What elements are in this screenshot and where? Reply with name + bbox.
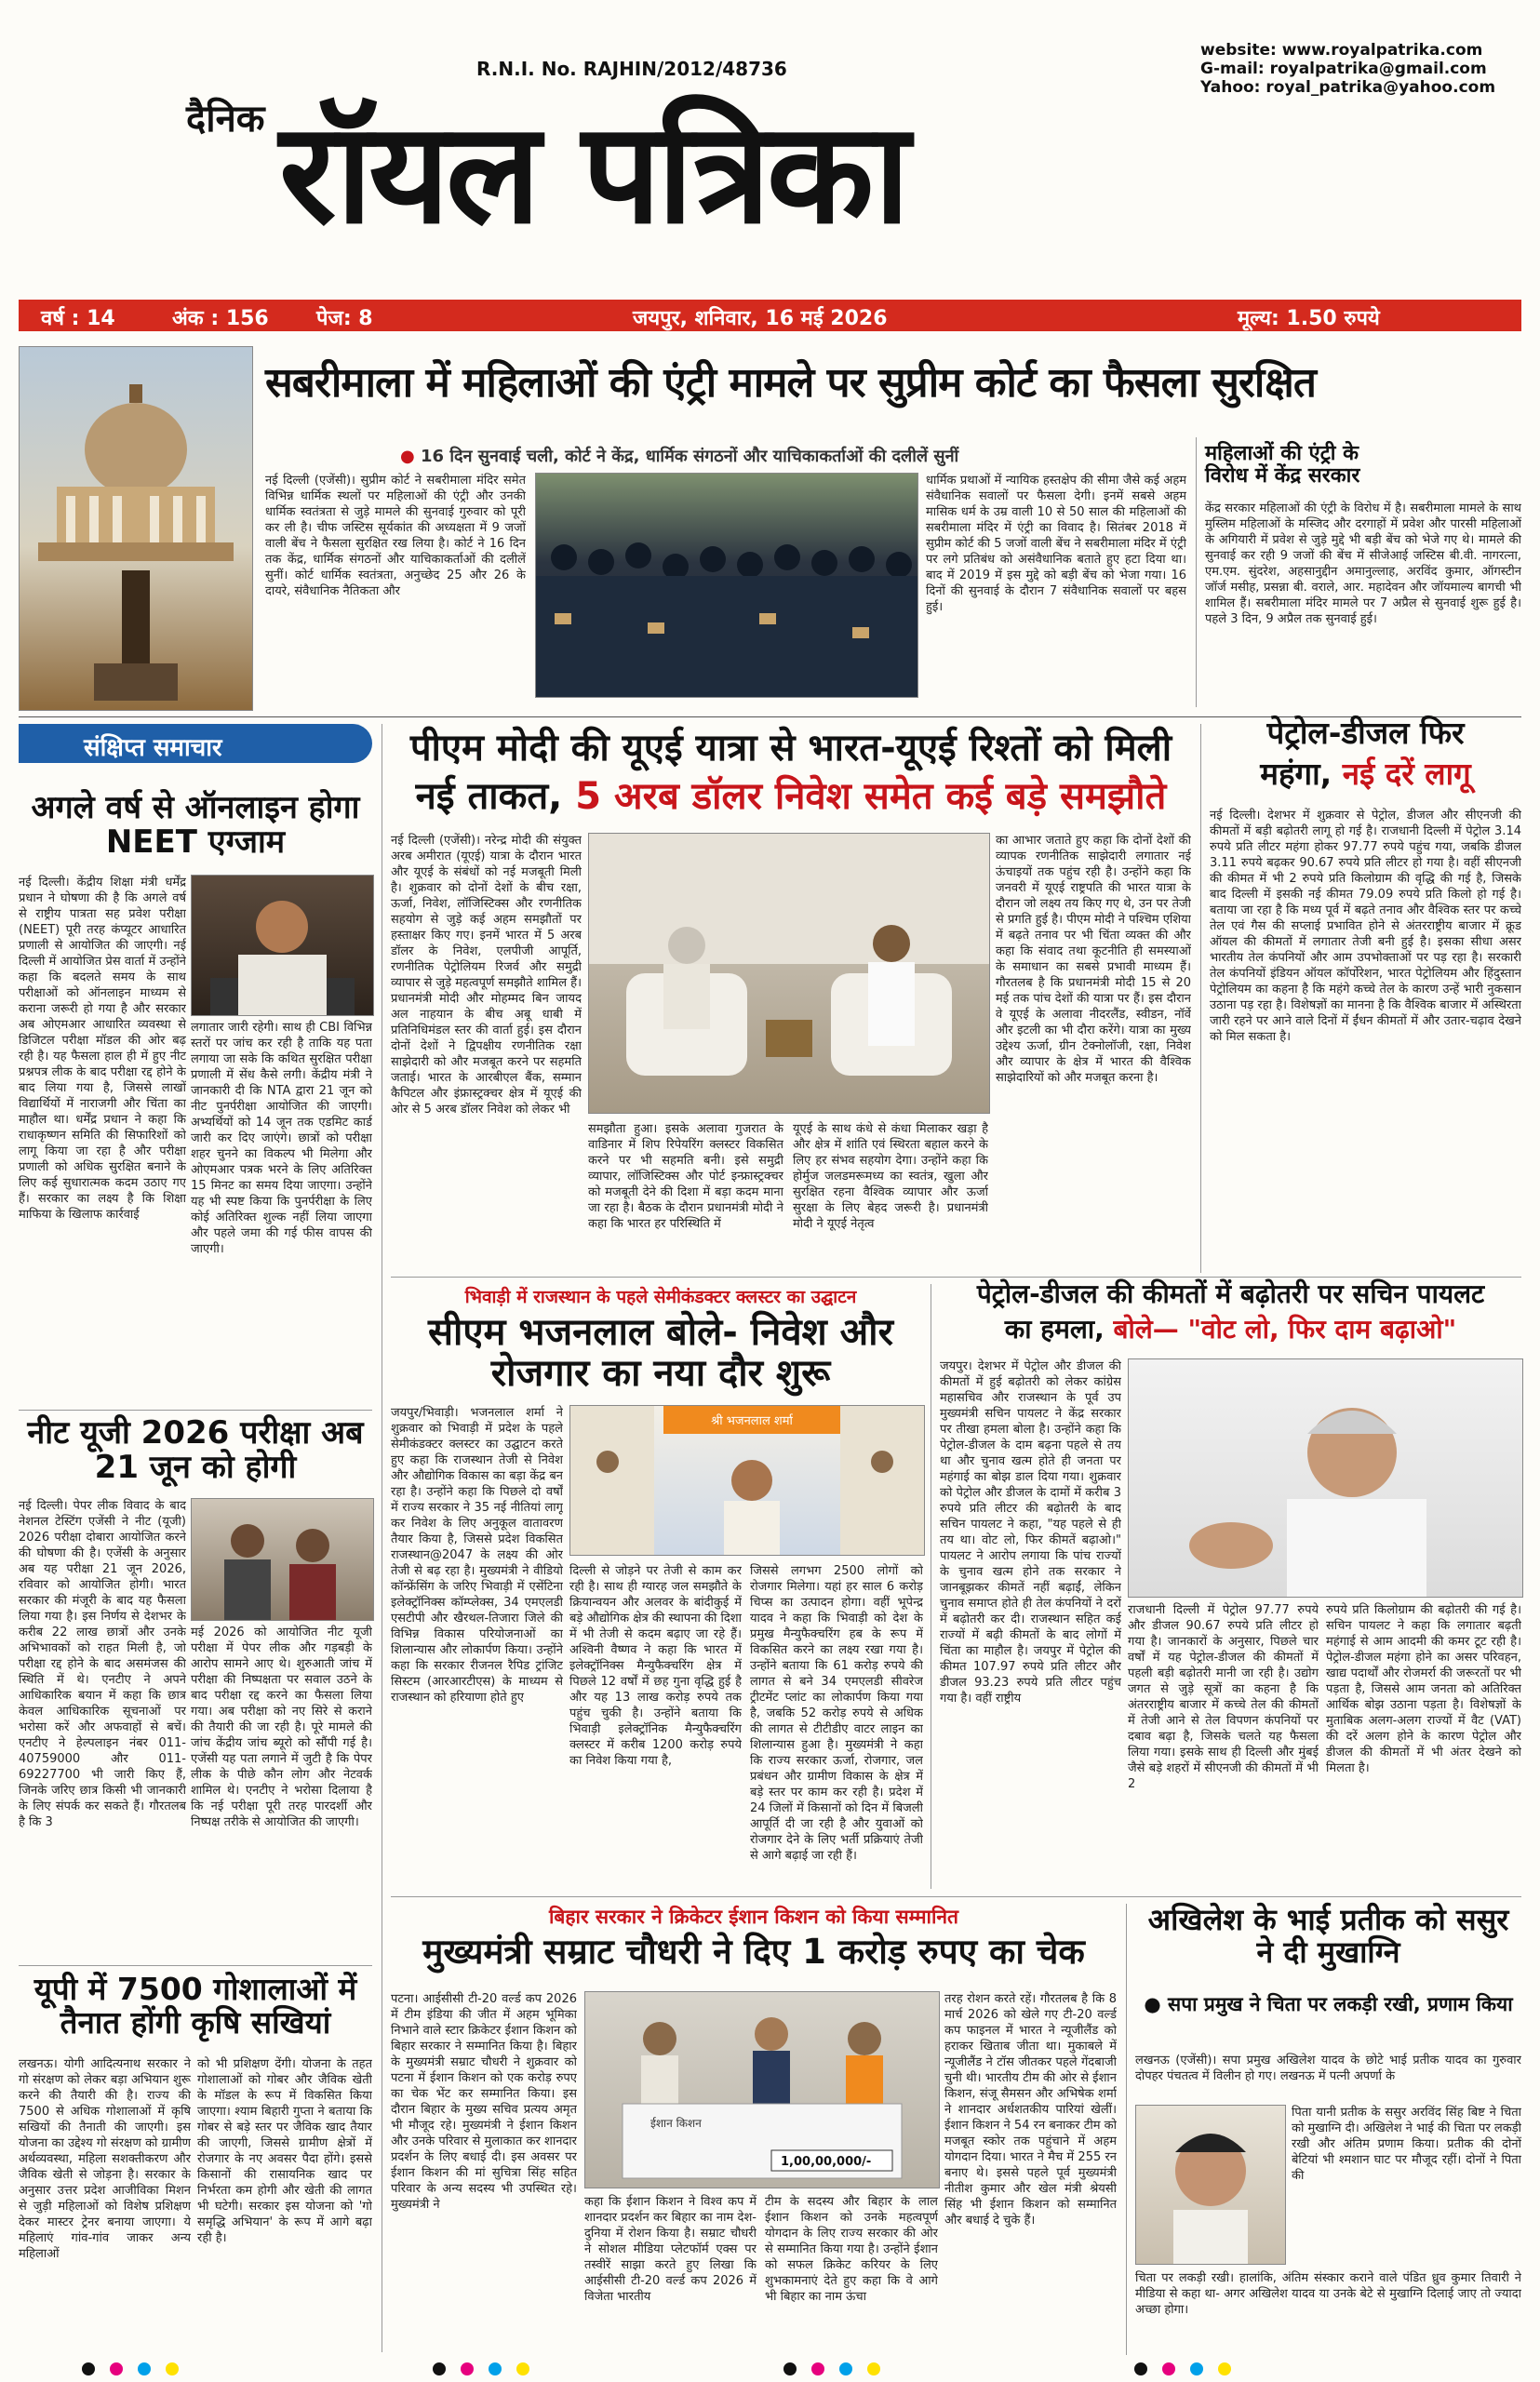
cmyk-dot [811,2362,824,2375]
lead-col1: नई दिल्ली (एजेंसी)। सुप्रीम कोर्ट ने सबरीमाला मंदिर समेत विभिन्न धार्मिक स्थलों पर महिलाओं की एंट्री और उनकी धार्मिक स्वतंत्रता से जुड़े मामले की सुनवाई गुरुवार को पूरी कर ली है। चीफ जस्टिस सूर्यकांत की अध्यक्षता में 9 जजों वाली बेंच ने फैसला सुरक्षित रख लिया है। कोर्ट ने 16 दिन तक केंद्र, धार्मिक संगठनों और याचिकाकर्ताओं की दलीलें सुनीं। कोर्ट धार्मिक स्वतंत्रता, अनुच्छेद 25 और 26 के दायरे, संवैधानिक नैतिकता और [265,474,526,598]
pilot-headline-line1: पेट्रोल-डीजल की कीमतों में बढ़ोतरी पर सचिन पायलट [976,1278,1485,1309]
divider [19,1965,372,1966]
cmyk-dot [839,2362,852,2375]
yahoo[interactable]: Yahoo: royal_patrika@yahoo.com [1200,78,1496,97]
modi-col3: यूएई के साथ कंधे से कंधा मिलाकर खड़ा है और क्षेत्र में शांति एवं स्थिरता बहाल करने के लिए हर संभव सहयोग देगा। उन्होंने कहा कि होर्मुज जलडमरूमध्य का स्वतंत्र, खुला और सुरक्षित रहना वैश्विक व्यापार और ऊर्जा सुरक्षा के लिए बेहद जरूरी है। प्रधानमंत्री मोदी ने यूएई नेतृत्व [793,1122,988,1231]
masthead-title: रॉयल पत्रिका [279,93,907,255]
minister-photo [191,875,374,1016]
ishan-cheque-photo [584,1991,940,2188]
price: मूल्य: 1.50 रुपये [1238,307,1380,330]
modi-headline-line1: पीएम मोदी की यूएई यात्रा से भारत-यूएई रिश्तों को मिली [409,727,1172,769]
page-count: पेज: 8 [316,307,373,330]
ishan-kicker: बिहार सरकार ने क्रिकेटर ईशान किशन को किया सम्मानित [548,1906,959,1928]
prateek-photo [1135,2105,1286,2265]
divider [391,1277,1521,1278]
cmyk-dot [1190,2362,1203,2375]
bhajan-col2: दिल्ली से जोड़ने पर तेजी से काम कर रही है। साथ ही ग्यारह जल समझौते के क्रियान्वयन और अलवर के बांदीकुई में बड़े औद्योगिक क्षेत्र की स्थापना की दिशा में भी तेजी से कदम बढ़ाए जा रहे हैं। अश्विनी वैष्णव ने कहा कि भारत में इलेक्ट्रॉनिक्स मैन्युफैक्चरिंग क्षेत्र में पिछले 12 वर्षों में छह गुना वृद्धि हुई है और यह 13 लाख करोड़ रुपये तक पहुंच चुकी है। उन्होंने बताया कि भिवाड़ी इलेक्ट्रॉनिक मैन्युफैक्चरिंग क्लस्टर में करीब 1200 करोड़ रुपये का निवेश किया गया है, [569,1564,742,1768]
pilot-headline-line2 [940,1316,1521,1345]
lead-col2: धार्मिक प्रथाओं में न्यायिक हस्तक्षेप की सीमा जैसे कई अहम संवैधानिक सवालों पर फैसला देगी। इनमें सबसे अहम मासिक धर्म के उम्र वाली 10 से 50 साल की महिलाओं की सबरीमाला मंदिर में एंट्री का विवाद है। सितंबर 2018 में सुप्रीम कोर्ट की 5 जजों वाली बेंच ने सबरीमाला मंदिर में एंट्री पर लगे प्रतिबंध को असंवैधानिक बताते हुए हटा दिया था। बाद में 2019 में इस मुद्दे को बड़ी बेंच को भेजा गया। 16 दिनों की सुनवाई के दौरान 7 संवैधानिक सवालों पर बहस हुई। [926,474,1186,614]
akhilesh-subhead-text: सपा प्रमुख ने चिता पर लकड़ी रखी, प्रणाम किया [1168,1993,1513,2015]
lead-sidebar-title: महिलाओं की एंट्री के विरोध में केंद्र सरकार [1205,442,1360,488]
cmyk-dot [783,2362,797,2375]
bhajan-kicker: भिवाड़ी में राजस्थान के पहले सेमीकंडक्टर क्लस्टर का उद्घाटन [464,1287,857,1307]
akhilesh-text1: लखनऊ (एजेंसी)। सपा प्रमुख अखिलेश यादव के छोटे भाई प्रतीक यादव का गुरुवार दोपहर पंचतत्व में विलीन हो गए। लखनऊ में पत्नी अपर्णा के [1135,2054,1521,2083]
cheque-amount: 1,00,00,000/- [781,2155,872,2169]
registration-marks [74,2362,1470,2378]
neet-ug-text: नई दिल्ली। पेपर लीक विवाद के बाद नेशनल टेस्टिंग एजेंसी ने नीट (यूजी) 2026 परीक्षा दोबारा आयोजित करने की घोषणा की है। एजेंसी के अनुसार अब यह परीक्षा 21 जून 2026, रविवार को आयोजित होगी। भारत सरकार की मंजूरी के बाद यह फैसला लिया गया है। इस निर्णय से देशभर के करीब 22 लाख छात्रों और उनके अभिभावकों को राहत मिली है, जो परीक्षा रद्द होने के बाद असमंजस की स्थिति में थे। एनटीए ने अपने आधिकारिक बयान में कहा कि छात्र केवल आधिकारिक सूचनाओं पर भरोसा करें और अफवाहों से बचें। एनटीए ने हेल्पलाइन नंबर 011-40759000 और 011-69227700 भी जारी किए हैं, जिनके जरिए छात्र किसी भी जानकारी के लिए संपर्क कर सकते हैं। गौरतलब है कि 3 [19,1499,186,1829]
lead-subhead [400,445,958,467]
akhilesh-headline: अखिलेश के भाई प्रतीक को ससुर ने दी मुखाग्नि [1147,1902,1509,1971]
cmyk-dot [1162,2362,1175,2375]
modi-headline-part1: नई ताकत, [415,775,563,818]
ishan-col1: पटना। आईसीसी टी-20 वर्ल्ड कप 2026 में टीम इंडिया की जीत में अहम भूमिका निभाने वाले स्टार क्रिकेटर ईशान किशन को बिहार सरकार ने सम्मानित किया है। बिहार के मुख्यमंत्री सम्राट चौधरी ने शुक्रवार को पटना में ईशान किशन को एक करोड़ रुपए का चेक भेंट कर सम्मानित किया। इस दौरान बिहार के मुख्य सचिव प्रत्यय अमृत भी मौजूद रहे। मुख्यमंत्री ने ईशान किशन और उनके परिवार से मुलाकात कर शानदार प्रदर्शन के लिए बधाई दी। इस अवसर पर ईशान किशन की मां सुचित्रा सिंह सहित परिवार के अन्य सदस्य भी उपस्थित रहे। मुख्यमंत्री ने [391,1992,577,2212]
bhajan-headline: सीएम भजनलाल बोले- निवेश और रोजगार का नया दौर शुरू [428,1311,893,1395]
lead-subhead-text: 16 दिन सुनवाई चली, कोर्ट ने केंद्र, धार्मिक संगठनों और याचिकाकर्ताओं की दलीलें सुनीं [421,447,959,466]
bullet-icon: ● [400,447,415,466]
lead-headline: सबरीमाला में महिलाओं की एंट्री मामले पर सुप्रीम कोर्ट का फैसला सुरक्षित [265,359,1316,407]
modi-col2: समझौता हुआ। इसके अलावा गुजरात के वाडिनार में शिप रिपेयरिंग क्लस्टर विकसित करने पर भी सहमति बनी। इसे समुद्री व्यापार, लॉजिस्टिक्स और पोर्ट इन्फ्रास्ट्रक्चर को मजबूती देने की दिशा में बड़ा कदम माना जा रहा है। बैठक के दौरान प्रधानमंत्री मोदी ने कहा कि भारत हर परिस्थिति में [588,1122,783,1231]
contact-block [1200,41,1495,97]
divider [391,1896,1521,1897]
bhajan-col1: जयपुर/भिवाड़ी। भजनलाल शर्मा ने शुक्रवार को भिवाड़ी में प्रदेश के पहले सेमीकंडक्टर क्लस्टर का उद्घाटन करते हुए कहा कि राजस्थान तेजी से निवेश और औद्योगिक विकास का बड़ा केंद्र बन रहा है। उन्होंने कहा कि पिछले दो वर्षों में राज्य सरकार ने 35 नई नीतियां लागू कर निवेश के लिए अनुकूल वातावरण तैयार किया है, जिससे प्रदेश विकसित राजस्थान@2047 के लक्ष्य की ओर तेजी से बढ़ रहा है। मुख्यमंत्री ने वीडियो कॉन्फ्रेंसिंग के जरिए भिवाड़ी में एसेंटिना इलेक्ट्रॉनिक्स कॉम्प्लेक्स, 34 एमएलडी एसटीपी और खैरथल-तिजारा जिले की विभिन्न विकास परियोजनाओं का शिलान्यास और लोकार्पण किया। उन्होंने कहा कि सरकार रीजनल रैपिड ट्रांजिट सिस्टम (आरआरटीएस) के माध्यम से राजस्थान को हरियाणा होते हुए [391,1406,563,1705]
bullet-icon: ● [1144,1993,1161,2015]
masthead-prefix: दैनिक [186,98,265,141]
up-text-cont: को भी प्रशिक्षण देंगी। योजना के तहत गोशालाओं को गोबर और जैविक खेती के मॉडल के रूप में विकसित किया जाएगा। श्याम बिहारी गुप्ता ने बताया कि गोबर से बड़े स्तर पर जैविक खाद तैयार की जाएगी, जिससे ग्रामीण क्षेत्रों में रोजगार के नए अवसर पैदा होंगे। इससे किसानों की रासायनिक खाद पर निर्भरता कम होगी और खेती की लागत भी घटेगी। सरकार इस योजना को 'गो समृद्धि अभियान' के रूप में आगे बढ़ा रही है। [197,2057,372,2245]
website[interactable]: website: www.royalpatrika.com [1200,41,1483,60]
divider [1200,724,1201,1273]
cmyk-dot [433,2362,446,2375]
petrol-headline-part1: महंगा, [1260,756,1332,792]
pilot-col2: राजधानी दिल्ली में पेट्रोल 97.77 रुपये और डीजल 90.67 रुपये प्रति लीटर हो गया है। जानकारों के अनुसार, पिछले चार वर्षों में यह पेट्रोल-डीजल की कीमतों में पहली बड़ी बढ़ोतरी मानी जा रही है। उद्योग जगत से जुड़े सूत्रों का कहना है कि अंतरराष्ट्रीय बाजार में कच्चे तेल की कीमतों में तेजी आने से तेल विपणन कंपनियों पर दबाव बढ़ा है, जिसके चलते यह फैसला लिया गया। इसके साथ ही दिल्ली और मुंबई जैसे बड़े शहरों में सीएनजी की कीमतों में भी 2 [1128,1603,1319,1791]
edition-date: जयपुर, शनिवार, 16 मई 2026 [633,307,888,330]
neet-text: नई दिल्ली। केंद्रीय शिक्षा मंत्री धर्मेंद्र प्रधान ने घोषणा की है कि अगले वर्ष से राष्ट्रीय पात्रता सह प्रवेश परीक्षा (NEET) पूरी तरह कंप्यूटर आधारित प्रणाली से आयोजित की जाएगी। नई दिल्ली में आयोजित प्रेस वार्ता में उन्होंने कहा कि बदलते समय के साथ परीक्षाओं को ऑनलाइन माध्यम से कराना जरूरी हो गया है और सरकार अब ओएमआर आधारित व्यवस्था से डिजिटल परीक्षा मॉडल की ओर बढ़ रही है। यह फैसला हाल ही में हुए नीट प्रश्नपत्र लीक के बाद परीक्षा रद्द होने के बाद लिया गया है, जिससे लाखों विद्यार्थियों में नाराजगी और चिंता का माहौल था। धर्मेंद्र प्रधान ने कहा कि राधाकृष्णन समिति की सिफारिशों को लागू किया जा रहा है और परीक्षा प्रणाली को अधिक सुरक्षित बनाने के लिए कई सुधारात्मक कदम उठाए गए हैं। सरकार का लक्ष्य है कि शिक्षा माफिया के खिलाफ कार्रवाई [19,876,186,1222]
sachin-pilot-photo [1128,1358,1523,1598]
petrol-headline-line2 [1210,757,1521,791]
students-photo [191,1498,374,1621]
ishan-col2: कहा कि ईशान किशन ने विश्व कप में शानदार प्रदर्शन कर बिहार का नाम देश-दुनिया में रोशन किया है। सम्राट चौधरी ने सोशल मीडिया प्लेटफॉर्म एक्स पर तस्वीरें साझा करते हुए लिखा कि आईसीसी टी-20 वर्ल्ड कप 2026 में विजेता भारतीय [584,2195,757,2304]
up-headline: यूपी में 7500 गोशालाओं में तैनात होंगी कृषि सखियां [33,1971,357,2041]
divider [1126,1904,1127,2355]
cmyk-dot [1218,2362,1231,2375]
petrol-text: नई दिल्ली। देशभर में शुक्रवार से पेट्रोल, डीजल और सीएनजी की कीमतों में बड़ी बढ़ोतरी लागू हो गई है। राजधानी दिल्ली में पेट्रोल 3.14 रुपये प्रति लीटर महंगा होकर 97.77 रुपये पहुंच गया, जबकि डीजल 3.11 रुपये बढ़कर 90.67 रुपये प्रति लीटर हो गया है। वहीं सीएनजी की कीमत में भी 2 रुपये प्रति किलोग्राम की वृद्धि की गई है, जिसके बाद दिल्ली में इसकी नई कीमत 79.09 रुपये प्रति किलो हो गई है। बताया जा रहा है कि मध्य पूर्व में बढ़ते तनाव और वैश्विक स्तर पर कच्चे तेल एवं गैस की सप्लाई प्रभावित होने से अंतरराष्ट्रीय बाजार में क्रूड ऑयल की कीमतों में लगातार तेजी बनी हुई है। इसका सीधा असर भारतीय तेल कंपनियों और आम उपभोक्ताओं पर पड़ रहा है। सरकारी तेल कंपनियों इंडियन ऑयल कॉर्पोरेशन, भारत पेट्रोलियम और हिंदुस्तान पेट्रोलियम का कहना है कि महंगे कच्चे तेल के कारण उन्हें भारी नुकसान उठाना पड़ रहा है। विशेषज्ञों का मानना है कि वैश्विक बाजार में अस्थिरता जारी रहने पर आने वाले दिनों में ईंधन कीमतों में और उतार-चढ़ाव देखने को मिल सकता है। [1210,809,1521,1044]
akhilesh-text3: चिता पर लकड़ी रखी। हालांकि, अंतिम संस्कार कराने वाले पंडित ध्रुव कुमार तिवारी ने मीडिया से कहा था- अगर अखिलेश यादव या उनके बेटे से मुखाग्नि दिलाई जाए तो ज्यादा अच्छा होगा। [1135,2271,1521,2317]
modi-uae-photo [588,833,990,1114]
cmyk-dot [166,2362,179,2375]
cmyk-dot [461,2362,474,2375]
ishan-col4: तरह रोशन करते रहें। गौरतलब है कि 8 मार्च 2026 को खेले गए टी-20 वर्ल्ड कप फाइनल में भारत ने न्यूजीलैंड को हराकर खिताब जीता था। मुकाबले में न्यूजीलैंड ने टॉस जीतकर पहले गेंदबाजी चुनी थी। भारतीय टीम की ओर से ईशान किशन, संजू सैमसन और अभिषेक शर्मा ने शानदार अर्धशतकीय पारियां खेलीं। ईशान किशन ने 54 रन बनाकर टीम को मजबूत स्कोर तक पहुंचाने में अहम योगदान दिया। भारत ने मैच में 255 रन बनाए थे। इससे पहले पूर्व मुख्यमंत्री नीतीश कुमार और खेल मंत्री श्रेयसी सिंह भी ईशान किशन को सम्मानित और बधाई दे चुके हैं। [944,1992,1117,2228]
cmyk-dot [110,2362,123,2375]
rni-number: R.N.I. No. RAJHIN/2012/48736 [476,58,787,80]
ishan-headline: मुख्यमंत्री सम्राट चौधरी ने दिए 1 करोड़ रुपए का चेक [422,1932,1085,1972]
modi-col1: नई दिल्ली (एजेंसी)। नरेन्द्र मोदी की संयुक्त अरब अमीरात (यूएई) यात्रा के दौरान भारत और यूएई के संबंधों को नई मजबूती मिली है। शुक्रवार को दोनों देशों के बीच रक्षा, ऊर्जा, निवेश, लॉजिस्टिक्स और रणनीतिक सहयोग से जुड़े कई अहम समझौतों पर हस्ताक्षर किए गए। इनमें भारत में 5 अरब डॉलर के निवेश, एलपीजी आपूर्ति, रणनीतिक पेट्रोलियम रिजर्व और समुद्री व्यापार से जुड़े महत्वपूर्ण समझौते शामिल हैं। प्रधानमंत्री मोदी और मोहम्मद बिन जायद अल नाहयान के बीच अबू धाबी में प्रतिनिधिमंडल स्तर की वार्ता हुई। इस दौरान दोनों देशों ने द्विपक्षीय रणनीतिक रक्षा साझेदारी को और मजबूत करने पर सहमति जताई। भारत के आरबीएल बैंक, सम्मान कैपिटल और इंफ्रास्ट्रक्चर क्षेत्र में यूएई की ओर से 5 अरब डॉलर निवेश को लेकर भी [391,834,582,1117]
divider [1196,437,1197,707]
lead-sidebar-text: केंद्र सरकार महिलाओं की एंट्री के विरोध में है। सबरीमाला मामले के साथ मुस्लिम महिलाओं के मस्जिद और दरगाहों में प्रवेश और पारसी महिलाओं के अगियारी में प्रवेश से जुड़े मुद्दे भी बड़ी बेंच को भेजे गए थे। मामले की सुनवाई कर रही 9 जजों की बेंच में सीजेआई जस्टिस बी.वी. नागरत्ना, एम.एम. सुंदरेश, अहसानुद्दीन अमानुल्लाह, अरविंद कुमार, ऑगस्टीन जॉर्ज मसीह, प्रसन्ना बी. वराले, आर. महादेवन और जॉयमाल्य बागची भी शामिल हैं। सबरीमाला मंदिर मामले पर 7 अप्रैल से सुनवाई शुरू हुई है। पहले 3 दिन, 9 अप्रैल तक सुनवाई हुई। [1205,502,1521,626]
cmyk-dot [1134,2362,1147,2375]
modi-headline-line2 [391,776,1191,817]
gmail[interactable]: G-mail: royalpatrika@gmail.com [1200,60,1487,78]
neet-ug-text-cont: मई 2026 को आयोजित नीट यूजी परीक्षा में पेपर लीक और गड़बड़ी के आरोप सामने आए थे। शुरुआती जांच में परीक्षा की निष्पक्षता पर सवाल उठने के बाद परीक्षा रद्द करने का फैसला लिया गया। अब परीक्षा को नए सिरे से कराने की तैयारी की जा रही है। पूरे मामले की जांच केंद्रीय जांच ब्यूरो को सौंपी गई है। एजेंसी यह पता लगाने में जुटी है कि पेपर लीक के पीछे कौन लोग और नेटवर्क शामिल थे। एनटीए ने भरोसा दिलाया है कि नई परीक्षा पूरी तरह पारदर्शी और निष्पक्ष तरीके से आयोजित की जाएगी। [191,1626,372,1829]
pilot-headline-part1: का हमला, [1004,1314,1105,1345]
akhilesh-text2: पिता यानी प्रतीक के ससुर अरविंद सिंह बिष्ट ने चिता को मुखाग्नि दी। अखिलेश ने भाई की चिता पर लकड़ी रखी और अंतिम प्रणाम किया। प्रतीक की दोनों बेटियां भी श्मशान घाट पर मौजूद रहीं। दोनों ने पिता की [1292,2106,1521,2183]
cheque-label: ईशान किशन [650,2117,702,2130]
neet-ug-headline: नीट यूजी 2026 परीक्षा अब 21 जून को होगी [27,1414,364,1487]
pilot-col3: रुपये प्रति किलोग्राम की बढ़ोतरी की गई है। सचिन पायलट ने कहा कि लगातार बढ़ती महंगाई से आम आदमी की कमर टूट रही है। पेट्रोल-डीजल महंगा होने का असर परिवहन, खाद्य पदार्थों और रोजमर्रा की जरूरतों पर भी पड़ता है, जिससे आम जनता को अतिरिक्त आर्थिक बोझ उठाना पड़ता है। विशेषज्ञों के मुताबिक अलग-अलग राज्यों में वैट (VAT) की दरें अलग होने के कारण पेट्रोल और डीजल की कीमतों में भी अंतर देखने को मिलता है। [1326,1603,1521,1775]
bhajan-col3: जिससे लगभग 2500 लोगों को रोजगार मिलेगा। यहां हर साल 6 करोड़ चिप्स का उत्पादन होगा। वहीं भूपेन्द्र यादव ने कहा कि भिवाड़ी को देश के प्रमुख मैन्युफैक्चरिंग हब के रूप में विकसित करने का लक्ष्य रखा गया है। उन्होंने बताया कि 61 करोड़ रुपये की लागत से बने 34 एमएलडी सीवरेज ट्रीटमेंट प्लांट का लोकार्पण किया गया है, जबकि 52 करोड़ रुपये से अधिक की लागत से टीटीडीए वाटर लाइन का शिलान्यास हुआ है। मुख्यमंत्री ने कहा कि राज्य सरकार ऊर्जा, रोजगार, जल प्रबंधन और ग्रामीण विकास के क्षेत्र में बड़े स्तर पर काम कर रही है। प्रदेश में 24 जिलों में किसानों को दिन में बिजली आपूर्ति दी जा रही है और युवाओं को रोजगार देने के लिए भर्ती प्रक्रियाएं तेजी से आगे बढ़ाई जा रही हैं। [750,1564,923,1863]
cm-banner-text: श्री भजनलाल शर्मा [711,1414,793,1428]
sabarimala-crowd-photo [535,473,918,698]
cmyk-dot [489,2362,502,2375]
modi-headline-part2: 5 अरब डॉलर निवेश समेत कई बड़े समझौते [575,775,1167,818]
cm-event-photo [569,1405,925,1556]
masthead [0,0,1540,298]
pilot-headline-part2: बोले— "वोट लो, फिर दाम बढ़ाओ" [1113,1314,1457,1345]
akhilesh-subhead [1140,1991,1517,2017]
neet-headline: अगले वर्ष से ऑनलाइन होगा NEET एग्जाम [31,789,360,862]
cmyk-dot [82,2362,95,2375]
pilot-col1: जयपुर। देशभर में पेट्रोल और डीजल की कीमतों में हुई बढ़ोतरी को लेकर कांग्रेस महासचिव और राजस्थान के पूर्व उप मुख्यमंत्री सचिन पायलट ने केंद्र सरकार पर तीखा हमला बोला है। उन्होंने कहा कि पेट्रोल-डीजल के दाम बढ़ना पहले से तय था और चुनाव खत्म होते ही जनता पर महंगाई का बोझ डाल दिया गया। शुक्रवार को पेट्रोल और डीजल के दामों में करीब 3 रुपये प्रति लीटर की बढ़ोतरी के बाद सचिन पायलट ने कहा, "यह पहले से ही तय था। वोट लो, फिर कीमतें बढ़ाओ।" पायलट ने आरोप लगाया कि पांच राज्यों के चुनाव खत्म होने तक सरकार ने जानबूझकर कीमतें नहीं बढ़ाईं, लेकिन चुनाव समाप्त होते ही तेल कंपनियों ने दरों में बढ़ोतरी कर दी। राजस्थान सहित कई राज्यों में बढ़ी कीमतों के बाद लोगों में चिंता का माहौल है। जयपुर में पेट्रोल की कीमत 107.97 रुपये प्रति लीटर और डीजल 93.23 रुपये प्रति लीटर पहुंच गया है। वहीं राष्ट्रीय [940,1359,1121,1706]
neet-text-cont: लगातार जारी रहेगी। साथ ही CBI विभिन्न स्तरों पर जांच कर रही है ताकि यह पता लगाया जा सके कि कथित सुरक्षित परीक्षा प्रणाली में सेंध कैसे लगी। केंद्रीय मंत्री ने जानकारी दी कि NTA द्वारा 21 जून को नीट पुनर्परीक्षा आयोजित की जाएगी। अभ्यर्थियों को 14 जून तक एडमिट कार्ड जारी कर दिए जाएंगे। छात्रों को परीक्षा शहर चुनने का विकल्प भी मिलेगा और ओएमआर पत्रक भरने के लिए अतिरिक्त 15 मिनट का समय दिया जाएगा। उन्होंने यह भी स्पष्ट किया कि पुनर्परीक्षा के लिए कोई अतिरिक्त शुल्क नहीं लिया जाएगा और पहले जमा की गई फीस वापस की जाएगी। [191,1021,372,1256]
ishan-col3: टीम के सदस्य और बिहार के लाल ईशान किशन को उनके महत्वपूर्ण योगदान के लिए राज्य सरकार की ओर से सम्मानित किया गया है। उन्होंने ईशान को सफल क्रिकेट करियर के लिए शुभकामनाएं देते हुए कहा कि वे आगे भी बिहार का नाम ऊंचा [765,2195,938,2304]
issue-number: अंक : 156 [172,307,269,330]
info-bar [19,300,1521,331]
cmyk-dot [867,2362,880,2375]
up-text: लखनऊ। योगी आदित्यनाथ सरकार ने गो संरक्षण को लेकर बड़ा अभियान शुरू करने की तैयारी की है। राज्य की 7500 से अधिक गोशालाओं में कृषि सखियों की तैनाती की जाएगी। इस योजना का उद्देश्य गो संरक्षण को ग्रामीण अर्थव्यवस्था, महिला सशक्तीकरण और जैविक खेती से जोड़ना है। सरकार के अनुसार उत्तर प्रदेश आजीविका मिशन से जुड़ी महिलाओं को विशेष प्रशिक्षण देकर मास्टर ट्रेनर बनाया जाएगा। ये महिलाएं गांव-गांव जाकर अन्य महिलाओं [19,2057,191,2261]
cmyk-dot [516,2362,529,2375]
volume-year: वर्ष : 14 [41,307,115,330]
brief-label [19,724,372,763]
cmyk-dot [138,2362,151,2375]
brief-label-text: संक्षिप्त समाचार [84,734,222,762]
divider [19,1410,372,1411]
petrol-headline-line1: पेट्रोल-डीजल फिर [1266,715,1465,751]
supreme-court-photo [19,346,253,711]
modi-col4: का आभार जताते हुए कहा कि दोनों देशों की व्यापक रणनीतिक साझेदारी लगातार नई ऊंचाइयों तक पहुंच रही है। उन्होंने कहा कि जनवरी में यूएई राष्ट्रपति की भारत यात्रा के दौरान जो लक्ष्य तय किए गए थे, उन पर तेजी से प्रगति हुई है। पीएम मोदी ने पश्चिम एशिया में बढ़ते तनाव पर भी चिंता व्यक्त की और कहा कि संवाद तथा कूटनीति ही समस्याओं के समाधान का सबसे प्रभावी माध्यम हैं। गौरतलब है कि प्रधानमंत्री मोदी 15 से 20 मई तक पांच देशों की यात्रा पर हैं। इस दौरान वे यूएई के अलावा नीदरलैंड, स्वीडन, नॉर्वे और इटली का भी दौरा करेंगे। यात्रा का मुख्य उद्देश्य ऊर्जा, ग्रीन टेक्नोलॉजी, रक्षा, निवेश और व्यापार के क्षेत्र में भारत की वैश्विक साझेदारियों को और मजबूत करना है। [996,834,1191,1085]
petrol-headline-part2: नई दरें लागू [1342,756,1471,792]
